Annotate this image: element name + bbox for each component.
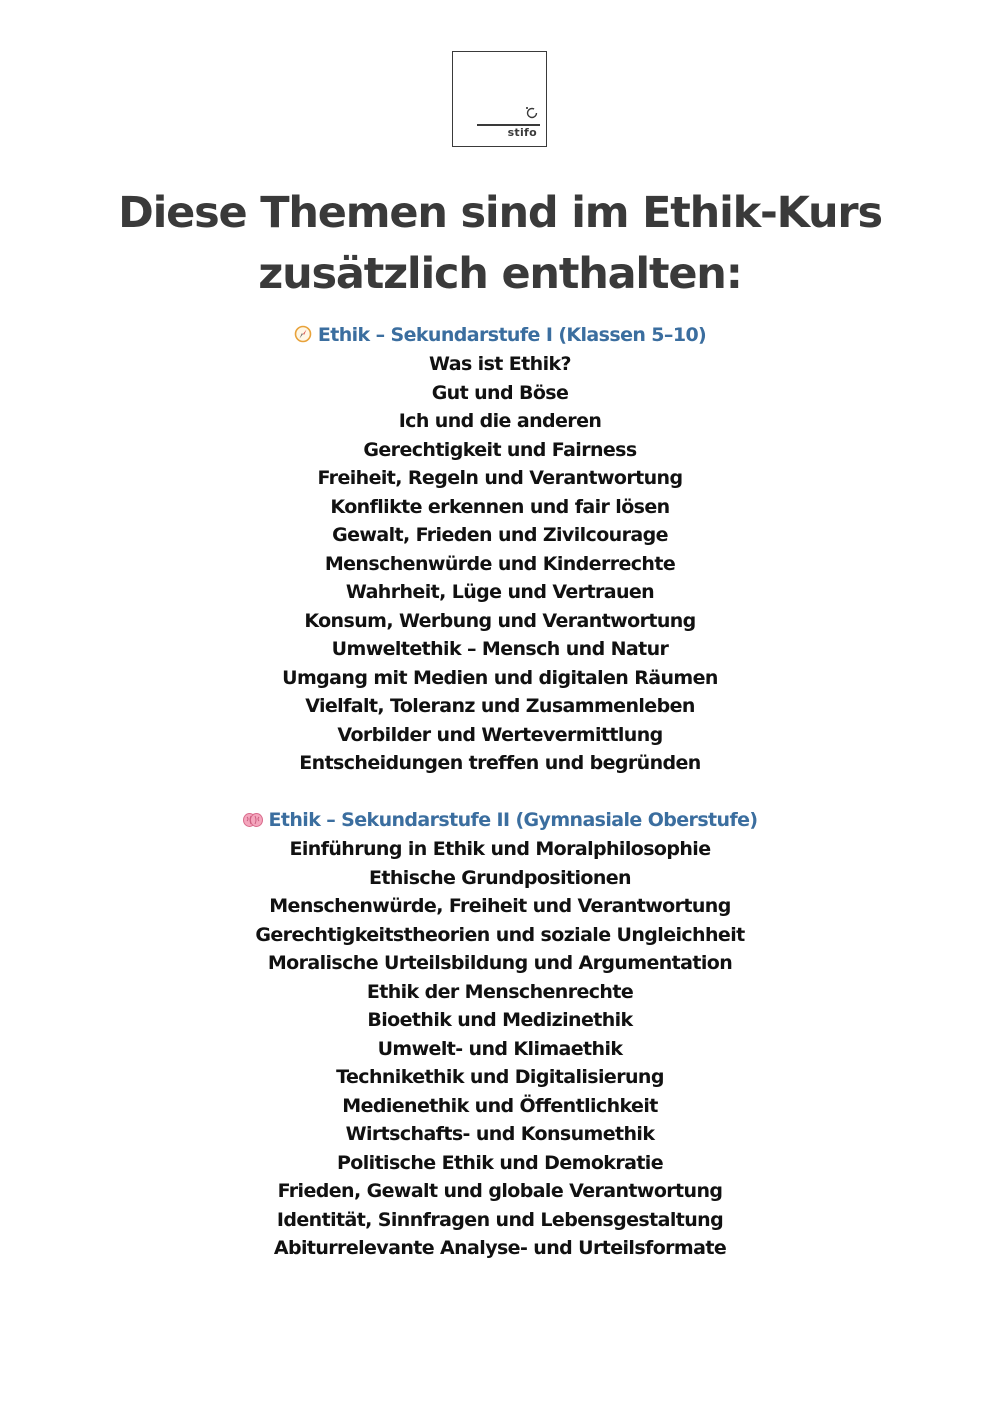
list-item: Ethische Grundpositionen bbox=[369, 866, 631, 889]
list-item: Gewalt, Frieden und Zivilcourage bbox=[332, 524, 668, 546]
section-heading bbox=[0, 806, 1000, 835]
logo bbox=[452, 51, 547, 147]
list-item: Gut und Böse bbox=[431, 381, 569, 404]
list-item: Politische Ethik und Demokratie bbox=[336, 1151, 664, 1174]
list-item: Frieden, Gewalt und globale Verantwortung bbox=[277, 1180, 723, 1202]
brain-icon bbox=[243, 812, 263, 828]
list-item: Ethik der Menschenrechte bbox=[366, 980, 634, 1003]
topic-list bbox=[0, 835, 1000, 1263]
list-item: Konflikte erkennen und fair lösen bbox=[330, 495, 670, 518]
list-item: Was ist Ethik? bbox=[429, 353, 571, 375]
list-item: Einführung in Ethik und Moralphilosophie bbox=[289, 838, 711, 860]
section-sekundarstufe-1 bbox=[0, 321, 1000, 778]
list-item: Medienethik und Öffentlichkeit bbox=[342, 1094, 658, 1117]
list-item: Freiheit, Regeln und Verantwortung bbox=[317, 467, 683, 489]
page-title-line-1: Diese Themen sind im Ethik-Kurs bbox=[118, 188, 882, 238]
section-heading-text: Ethik – Sekundarstufe I (Klassen 5–10) bbox=[317, 324, 707, 346]
list-item: Wirtschafts- und Konsumethik bbox=[345, 1123, 655, 1145]
list-item: Identität, Sinnfragen und Lebensgestaltung bbox=[276, 1208, 724, 1231]
list-item: Konsum, Werbung und Verantwortung bbox=[304, 609, 696, 632]
list-item: Abiturrelevante Analyse- und Urteilsformate bbox=[273, 1237, 727, 1259]
section-sekundarstufe-2 bbox=[0, 806, 1000, 1263]
list-item: Umgang mit Medien und digitalen Räumen bbox=[282, 666, 718, 689]
list-item: Ich und die anderen bbox=[398, 410, 602, 432]
page-title bbox=[0, 183, 1000, 305]
list-item: Technikethik und Digitalisierung bbox=[336, 1066, 664, 1088]
list-item: Menschenwürde und Kinderrechte bbox=[324, 552, 676, 575]
section-heading-text: Ethik – Sekundarstufe II (Gymnasiale Oberstufe) bbox=[268, 809, 758, 831]
list-item: Gerechtigkeit und Fairness bbox=[363, 438, 637, 461]
section-heading bbox=[0, 321, 1000, 350]
list-item: Moralische Urteilsbildung und Argumentation bbox=[267, 952, 733, 974]
list-item: Menschenwürde, Freiheit und Verantwortung bbox=[269, 895, 731, 917]
list-item: Vorbilder und Wertevermittlung bbox=[337, 723, 663, 746]
bell-moon-icon bbox=[523, 104, 539, 120]
list-item: Entscheidungen treffen und begründen bbox=[299, 752, 701, 774]
topic-list bbox=[0, 350, 1000, 778]
list-item: Wahrheit, Lüge und Vertrauen bbox=[345, 581, 655, 603]
list-item: Gerechtigkeitstheorien und soziale Ungleichheit bbox=[255, 923, 745, 946]
list-item: Umwelt- und Klimaethik bbox=[377, 1037, 623, 1060]
list-item: Umweltethik – Mensch und Natur bbox=[331, 638, 669, 660]
logo-text: stifo bbox=[507, 126, 537, 139]
list-item: Vielfalt, Toleranz und Zusammenleben bbox=[305, 695, 695, 717]
page-title-line-2: zusätzlich enthalten: bbox=[258, 249, 742, 299]
list-item: Bioethik und Medizinethik bbox=[367, 1009, 633, 1031]
compass-icon bbox=[294, 325, 312, 343]
